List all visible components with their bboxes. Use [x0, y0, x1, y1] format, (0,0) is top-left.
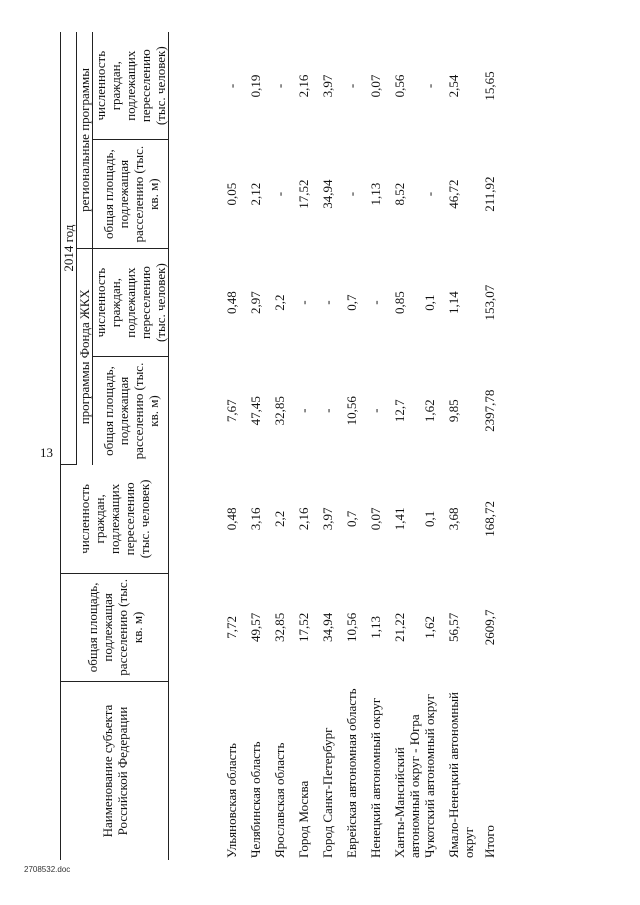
footer-file-code: 2708532.doc	[24, 865, 71, 874]
table-row	[368, 32, 392, 860]
table-row	[446, 32, 476, 860]
cell-value: -	[272, 83, 287, 89]
cell-value: 211,92	[482, 176, 497, 212]
table-row	[169, 32, 249, 860]
cell-value: -	[422, 191, 437, 197]
cell-value: 7,72	[224, 615, 239, 639]
cell-value: 2,16	[296, 507, 311, 531]
cell-value: 0,7	[344, 510, 359, 528]
cell-value: 1,62	[422, 615, 437, 639]
cell-value: 1,13	[368, 182, 383, 206]
cell-value: -	[296, 408, 311, 413]
cell-value: 0,1	[422, 294, 437, 311]
cell-subject-name: Город Москва	[296, 780, 311, 858]
cell-subject-name: Еврейская автономная область	[344, 688, 359, 858]
cell-value: 2,2	[272, 510, 287, 528]
cell-subject-name: Город Санкт-Петербург	[320, 727, 335, 858]
page-number: 13	[40, 445, 53, 460]
cell-value: 1,62	[422, 399, 437, 423]
cell-value: 2,2	[272, 294, 287, 311]
header-fund-program: программы Фонда ЖКХ	[77, 248, 93, 464]
cell-value: 2,97	[248, 291, 263, 314]
cell-value: 49,57	[248, 612, 263, 642]
cell-value: -	[422, 83, 437, 89]
cell-value: 0,19	[248, 74, 263, 98]
cell-value: -	[368, 300, 383, 305]
cell-value: 2609,7	[482, 609, 497, 646]
header-total-area: общая площадь, подлежащая расселению (тыс. кв. м)	[61, 573, 169, 681]
cell-value: 7,67	[224, 399, 239, 423]
cell-value: 0,05	[224, 182, 239, 206]
cell-value: 46,72	[446, 179, 461, 209]
cell-value: 15,65	[482, 71, 497, 101]
cell-value: 1,41	[392, 507, 407, 531]
cell-value: 1,14	[446, 291, 461, 314]
cell-value: 3,68	[446, 507, 461, 531]
cell-value: 56,57	[446, 612, 461, 642]
cell-value: -	[224, 83, 239, 89]
cell-value: 0,07	[368, 74, 383, 98]
cell-subject-name: Ямало-Ненецкий автономный округ	[446, 691, 476, 858]
table-row	[392, 32, 422, 860]
cell-value: 9,85	[446, 399, 461, 423]
cell-value: 1,13	[368, 615, 383, 639]
table-row	[344, 32, 368, 860]
cell-value: 2,54	[446, 74, 461, 98]
table-row	[272, 32, 296, 860]
cell-value: 3,97	[320, 507, 335, 531]
cell-subject-name: Итого	[482, 825, 497, 858]
table-row	[476, 32, 506, 860]
cell-value: 0,7	[344, 294, 359, 311]
cell-value: 0,85	[392, 291, 407, 314]
cell-value: 0,07	[368, 507, 383, 531]
cell-value: -	[272, 191, 287, 197]
table-row	[248, 32, 272, 860]
cell-value: 2397,78	[482, 389, 497, 432]
resettlement-table	[60, 32, 506, 860]
cell-value: 3,97	[320, 74, 335, 98]
cell-subject-name: Ненецкий автономный округ	[368, 697, 383, 858]
cell-value: 2,12	[248, 182, 263, 206]
cell-value: -	[344, 83, 359, 89]
cell-value: 168,72	[482, 501, 497, 537]
header-total-people: численность граждан, подлежащих переселению (тыс. человек)	[61, 465, 169, 573]
table-row	[422, 32, 446, 860]
cell-value: 10,56	[344, 612, 359, 642]
cell-value: 34,94	[320, 612, 335, 642]
cell-value: 3,16	[248, 507, 263, 531]
cell-value: 17,52	[296, 179, 311, 209]
table-row	[320, 32, 344, 860]
cell-value: 10,56	[344, 396, 359, 426]
cell-value: 17,52	[296, 612, 311, 642]
cell-value: 2,16	[296, 74, 311, 98]
cell-value: 12,7	[392, 399, 407, 423]
cell-subject-name: Ульяновская область	[224, 743, 239, 858]
cell-value: 34,94	[320, 179, 335, 209]
cell-value: -	[344, 191, 359, 197]
header-regional-area: общая площадь, подлежащая расселению (тыс. кв. м)	[93, 140, 169, 248]
header-fund-area: общая площадь, подлежащая расселению (тыс. кв. м)	[93, 357, 169, 465]
header-regional-people: численность граждан, подлежащих переселению (тыс. человек)	[93, 32, 169, 140]
cell-subject-name: Челябинская область	[248, 741, 263, 858]
cell-subject-name: Ярославская область	[272, 742, 287, 858]
header-year: 2014 год	[61, 32, 77, 465]
header-subject-name: Наименование субъекта Российской Федерации	[61, 682, 169, 860]
cell-value: 153,07	[482, 284, 497, 321]
cell-value: -	[320, 408, 335, 413]
cell-subject-name: Ханты-Мансийский автономный округ - Югра	[392, 714, 422, 858]
cell-value: 0,48	[224, 507, 239, 531]
cell-value: 0,1	[422, 510, 437, 528]
cell-subject-name: Чукотский автономный округ	[422, 694, 437, 858]
cell-value: 0,56	[392, 74, 407, 98]
cell-value: -	[368, 408, 383, 413]
rotated-table-container	[60, 32, 497, 860]
header-fund-people: численность граждан, подлежащих переселению (тыс. человек)	[93, 248, 169, 356]
cell-value: -	[320, 300, 335, 305]
cell-value: -	[296, 300, 311, 305]
table-row	[296, 32, 320, 860]
cell-value: 32,85	[272, 612, 287, 642]
cell-value: 0,48	[224, 291, 239, 314]
cell-value: 21,22	[392, 612, 407, 642]
header-regional-program: региональные программы	[77, 32, 93, 248]
cell-value: 47,45	[248, 396, 263, 426]
cell-value: 8,52	[392, 182, 407, 206]
cell-value: 32,85	[272, 396, 287, 426]
